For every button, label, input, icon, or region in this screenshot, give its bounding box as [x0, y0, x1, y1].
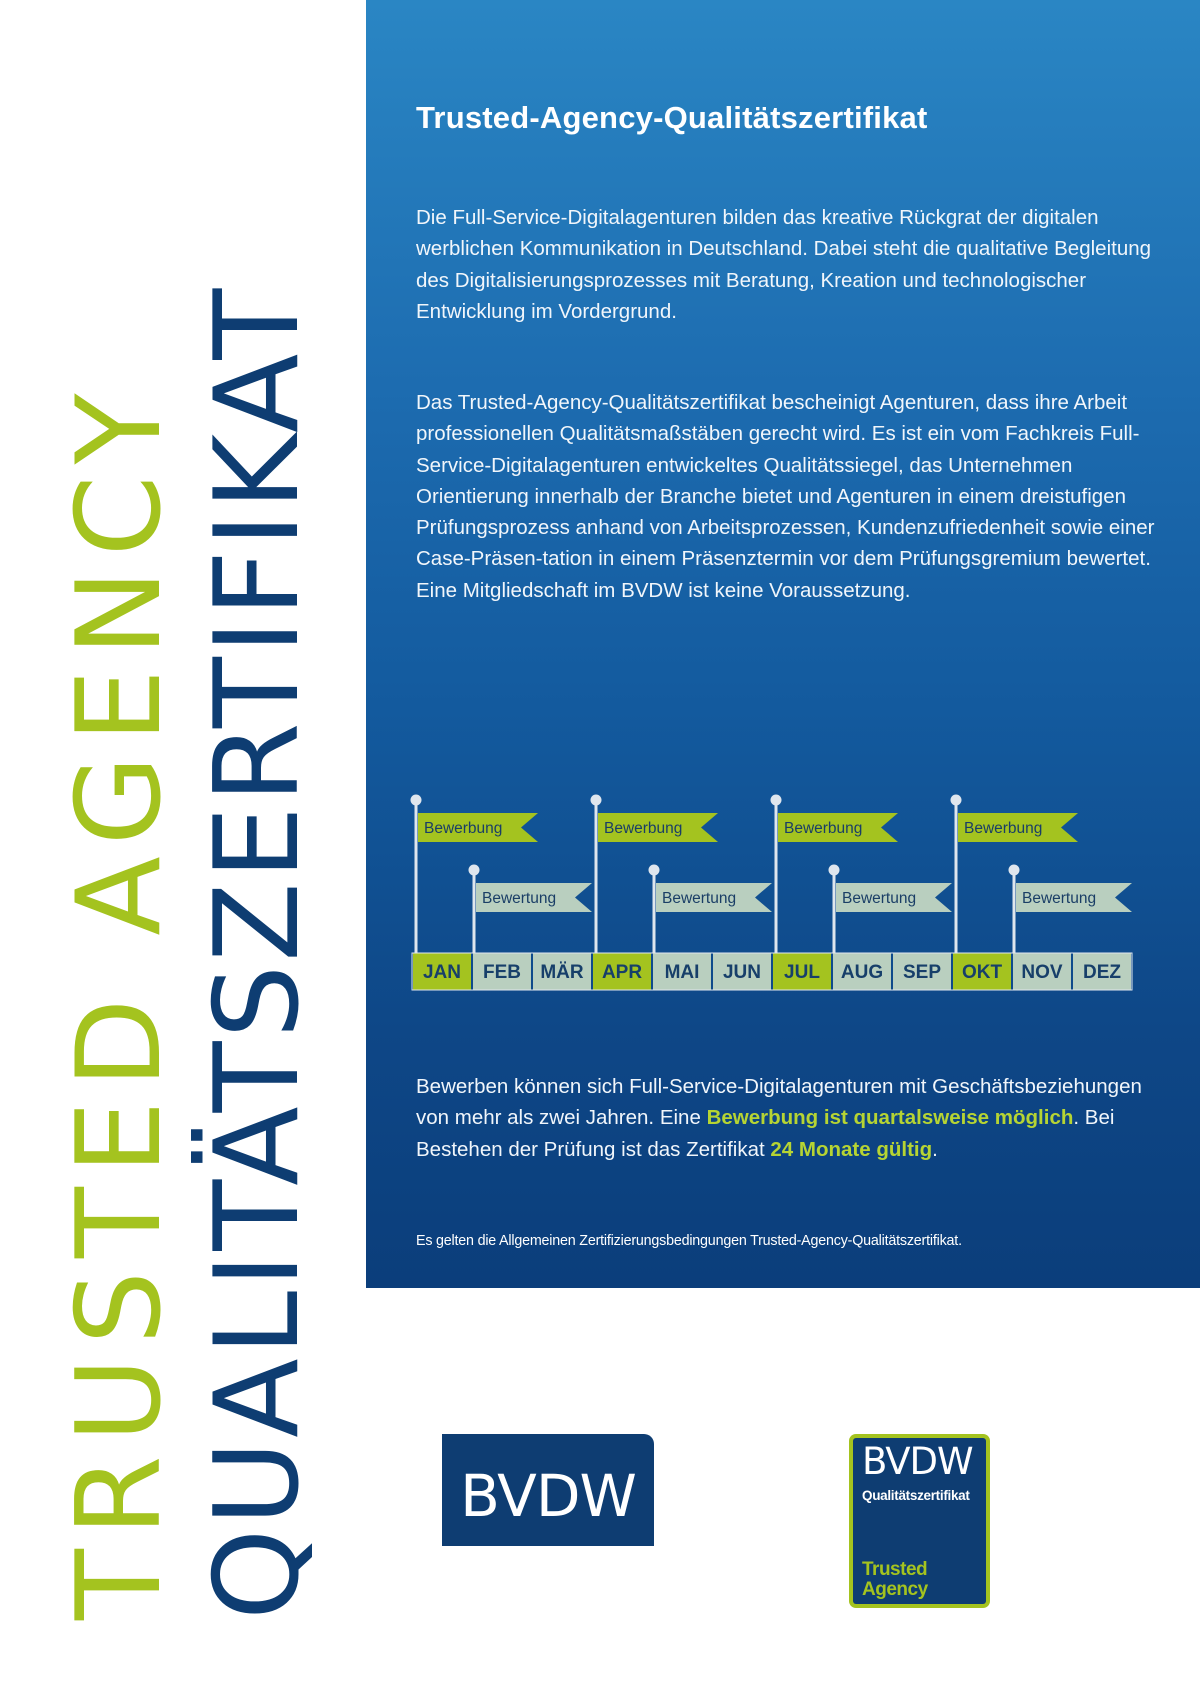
flag-pole-knob: [469, 865, 480, 876]
application-flag-label: Bewerbung: [964, 820, 1043, 837]
month-label: MAI: [664, 962, 700, 983]
closing-text-2: . Bei Bestehen der Prüfung ist das Zertifikat: [416, 1106, 1115, 1161]
flag-pole-knob: [591, 795, 602, 806]
vertical-title-trusted-agency: TRUSTED AGENCY: [52, 380, 187, 1620]
month-label: AUG: [840, 962, 884, 983]
footnote: Es gelten die Allgemeinen Zertifizierungsbedingungen Trusted-Agency-Qualitätszertifikat.: [416, 1233, 962, 1249]
flag-pole-knob: [1009, 865, 1020, 876]
badge-inner: [853, 1438, 986, 1604]
month-label: JUL: [784, 962, 820, 983]
evaluation-flag-label: Bewertung: [1022, 890, 1097, 907]
month-label: APR: [601, 962, 643, 983]
badge-trusted-agency: [862, 1560, 928, 1600]
intro-paragraph: Die Full-Service-Digitalagenturen bilden das kreative Rückgrat der digitalen werblichen Kommunikation in Deutschland. Dabei steht die qualitative Begleitung des Digitalisierungsprozesses mit Beratung, Kreation und technologischer Entwicklung im Vordergrund.: [416, 206, 1152, 323]
month-label: OKT: [961, 962, 1003, 983]
bvdw-logo-text: BVDW: [460, 1462, 636, 1530]
application-flag-label: Bewerbung: [604, 820, 683, 837]
bvdw-logo: [442, 1434, 654, 1546]
highlight-quarterly: Bewerbung ist quartalsweise möglich: [706, 1106, 1074, 1130]
month-label: DEZ: [1083, 962, 1121, 983]
flag-pole-knob: [771, 795, 782, 806]
evaluation-flag-label: Bewertung: [662, 890, 737, 907]
info-panel: [366, 0, 1200, 1288]
badge-trusted-line2: Agency: [862, 1579, 928, 1600]
badge-bvdw-logo: BVDW: [862, 1440, 973, 1483]
closing-paragraph: [416, 1071, 1176, 1165]
month-label: SEP: [902, 962, 942, 983]
badge-trusted-line1: Trusted: [862, 1559, 928, 1580]
body-paragraph: Das Trusted-Agency-Qualitätszertifikat bescheinigt Agenturen, dass ihre Arbeit professionellen Qualitätsmaßstäben gerecht wird. Es ist ein vom Fachkreis Full-Service-Digitalagenturen entwickeltes Qualitätssiegel, das Unternehmen Orientierung innerhalb der Branche bietet und Agenturen in einem dreistufigen Prüfungsprozess anhand von Arbeitsprozessen, Kundenzufriedenheit sowie einer Case-Präsen-tation in einem Präsenztermin vor dem Prüfungsgremium bewertet. Eine Mitgliedschaft im BVDW ist keine Voraussetzung.: [416, 391, 1155, 602]
month-label: JAN: [422, 962, 462, 983]
trusted-agency-badge: [849, 1434, 990, 1608]
month-label: FEB: [483, 962, 521, 983]
closing-text-1: Bewerben können sich Full-Service-Digitalagenturen mit Geschäftsbeziehungen von mehr als zwei Jahren. Eine: [416, 1075, 1142, 1130]
application-flag-label: Bewerbung: [424, 820, 503, 837]
evaluation-flag-label: Bewertung: [482, 890, 557, 907]
closing-text-3: .: [932, 1137, 938, 1161]
month-label: MÄR: [540, 962, 584, 983]
flag-pole-knob: [649, 865, 660, 876]
application-flag-label: Bewerbung: [784, 820, 863, 837]
vertical-title-qualitaetszertifikat: QUALITÄTSZERTIFIKAT: [190, 285, 325, 1620]
month-label: JUN: [722, 962, 762, 983]
flag-pole-knob: [411, 795, 422, 806]
badge-subtitle: Qualitätszertifikat: [862, 1488, 970, 1503]
certification-timeline: [412, 795, 1142, 995]
evaluation-flag-label: Bewertung: [842, 890, 917, 907]
month-label: NOV: [1021, 962, 1063, 983]
flag-pole-knob: [829, 865, 840, 876]
flag-pole-knob: [951, 795, 962, 806]
highlight-validity: 24 Monate gültig: [770, 1137, 933, 1161]
panel-title: Trusted-Agency-Qualitätszertifikat: [416, 100, 928, 135]
